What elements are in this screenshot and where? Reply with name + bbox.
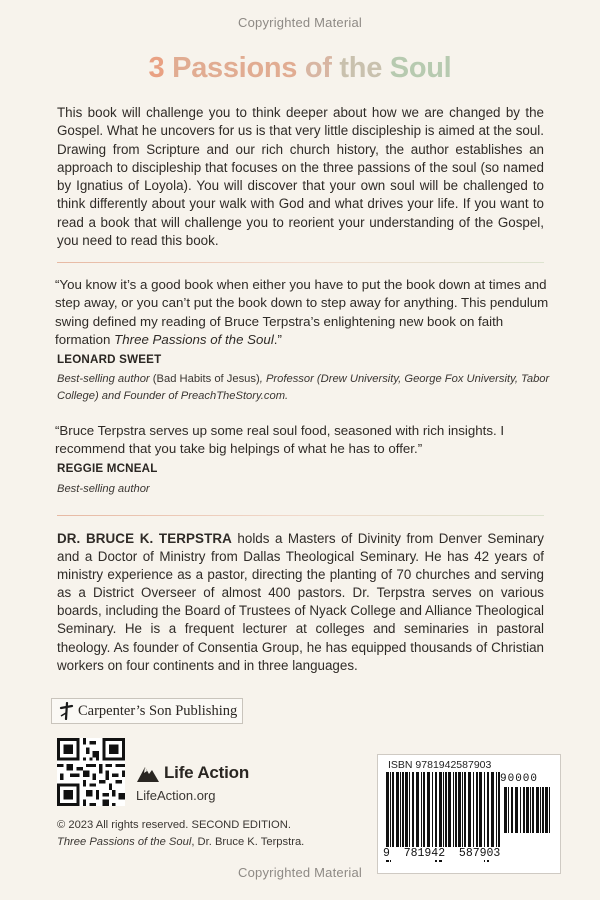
divider-bottom xyxy=(57,515,544,516)
title-word-soul: Soul xyxy=(389,52,452,84)
credential-1-a: Best-selling author xyxy=(57,373,150,385)
credential-1-c: , Professor (Drew University, George Fox University, Tabor College) and Founder of PreachTheStory.com. xyxy=(57,373,550,402)
book-title xyxy=(0,52,600,85)
copyright-book-title: Three Passions of the Soul xyxy=(57,835,192,848)
barcode-bar xyxy=(496,772,497,848)
quote-1-end: .” xyxy=(273,331,282,347)
publisher-logo xyxy=(51,698,243,724)
barcode-bar xyxy=(455,772,457,848)
author-bio xyxy=(57,530,544,675)
barcode-bar xyxy=(458,772,461,848)
barcode-bar xyxy=(445,772,447,848)
barcode-bar xyxy=(405,772,408,848)
title-word-of: of xyxy=(304,52,332,84)
barcode-bar xyxy=(523,787,525,833)
copyright-line-2 xyxy=(57,834,304,851)
barcode-bar xyxy=(549,787,550,833)
copyright-line-1: © 2023 All rights reserved. SECOND EDITION. xyxy=(57,819,291,831)
copyright-notice xyxy=(57,817,304,850)
barcode-bar xyxy=(402,772,404,848)
barcode-bar xyxy=(409,772,410,848)
barcode-bar xyxy=(473,772,474,848)
barcode-bar xyxy=(515,787,518,833)
barcode-bar xyxy=(545,787,548,833)
barcode-bar xyxy=(453,772,454,848)
endorser-name-1: LEONARD SWEET xyxy=(57,353,162,366)
barcode-bar xyxy=(542,787,544,833)
title-number: 3 xyxy=(148,52,165,84)
barcode-bar xyxy=(476,772,478,848)
life-action-name: Life Action xyxy=(164,763,249,782)
barcode-bar xyxy=(491,772,494,848)
barcode-bar xyxy=(464,772,466,848)
barcode-bar xyxy=(479,772,482,848)
book-blurb: This book will challenge you to think deeper about how we are changed by the Gospel. What he uncovers for us is that very little discipleship is aimed at the soul. Drawing from Scripture and our rich church history, the author establishes an approach to discipleship that focuses on the three passions of the soul (so named by Ignatius of Loyola). You will discover that your own soul will be challenged to think differently about your walk with God and what drives your life. If you want to read a book that will challenge you to reorient your understanding of the Gospel, you need to read this book. xyxy=(57,105,544,249)
barcode-bar xyxy=(416,772,419,848)
price-code: 90000 xyxy=(500,773,539,785)
barcode-bar xyxy=(540,787,541,833)
barcode-bar xyxy=(448,772,451,848)
barcode-bar xyxy=(468,772,471,848)
barcode-bar xyxy=(423,772,425,848)
credential-2: Best-selling author xyxy=(57,483,150,495)
isbn-digits: 9 781942 587903 xyxy=(383,847,501,860)
title-word-the: the xyxy=(339,52,383,84)
author-name: DR. BRUCE K. TERPSTRA xyxy=(57,531,232,546)
endorsement-quote-2: “Bruce Terpstra serves up some real soul food, seasoned with rich insights. I recommend that you take big helpings of what he has to offer.” xyxy=(55,423,505,457)
credential-1-b: (Bad Habits of Jesus) xyxy=(149,373,260,385)
isbn-barcode-box xyxy=(377,754,561,874)
endorsement-quote-1 xyxy=(55,276,550,349)
copyright-author: , Dr. Bruce K. Terpstra. xyxy=(191,835,305,848)
life-action-logo xyxy=(136,763,249,783)
price-addon-barcode xyxy=(504,787,552,847)
author-bio-text: holds a Masters of Divinity from Denver Seminary and a Doctor of Ministry from Dallas Theological Seminary. He has 42 years of ministry experience as a pastor, directing the planting of 70 churches and serving as a District Overseer of almost 400 pastors. Dr. Terpstra serves on various boards, including the Board of Trustees of Nyack College and Alliance Theological Seminary. He is a frequent lecturer at colleges and seminaries in pastoral theology. As founder of Consentia Group, he has equipped thousands of Christian workers on four continents and in three languages. xyxy=(57,531,544,673)
publisher-name: Carpenter’s Son Publishing xyxy=(78,702,238,719)
barcode-bar xyxy=(421,772,422,848)
barcode-bar xyxy=(504,787,507,833)
life-action-url: LifeAction.org xyxy=(136,788,216,803)
barcode-bar xyxy=(432,772,433,848)
barcode-bar xyxy=(412,772,414,848)
endorser-credential-1 xyxy=(57,371,557,404)
barcode-bar xyxy=(392,772,394,848)
quote-1-book-title: Three Passions of the Soul xyxy=(114,331,274,347)
barcode-bar xyxy=(427,772,430,848)
barcode-bar xyxy=(526,787,529,833)
endorser-name-2: REGGIE MCNEAL xyxy=(57,462,158,475)
watermark-top: Copyrighted Material xyxy=(238,15,362,30)
barcode-bar xyxy=(508,787,509,833)
barcode-bar xyxy=(396,772,399,848)
barcode-bar xyxy=(443,772,444,848)
barcode-bar xyxy=(530,787,531,833)
barcode-bar xyxy=(536,787,539,833)
carpenter-cross-icon xyxy=(58,702,74,720)
quote-1-text: “You know it’s a good book when either you have to put the book down at times and step away, or you can’t put the book down to step away for anything. This pendulum swing defined my reading of Bruce Terpstra’s enlightening new book on faith formation xyxy=(55,277,549,347)
barcode-bar xyxy=(520,787,521,833)
qr-code xyxy=(57,738,125,806)
endorser-credential-2 xyxy=(57,481,557,498)
life-action-mountain-icon xyxy=(136,763,160,783)
barcode-bar xyxy=(400,772,401,848)
divider-top xyxy=(57,262,544,263)
barcode-bar xyxy=(462,772,463,848)
title-word-passions: Passions xyxy=(172,52,298,84)
watermark-bottom: Copyrighted Material xyxy=(238,865,362,880)
barcode-bar xyxy=(532,787,534,833)
barcode-bar xyxy=(511,787,513,833)
isbn-label: ISBN 9781942587903 xyxy=(388,759,492,771)
